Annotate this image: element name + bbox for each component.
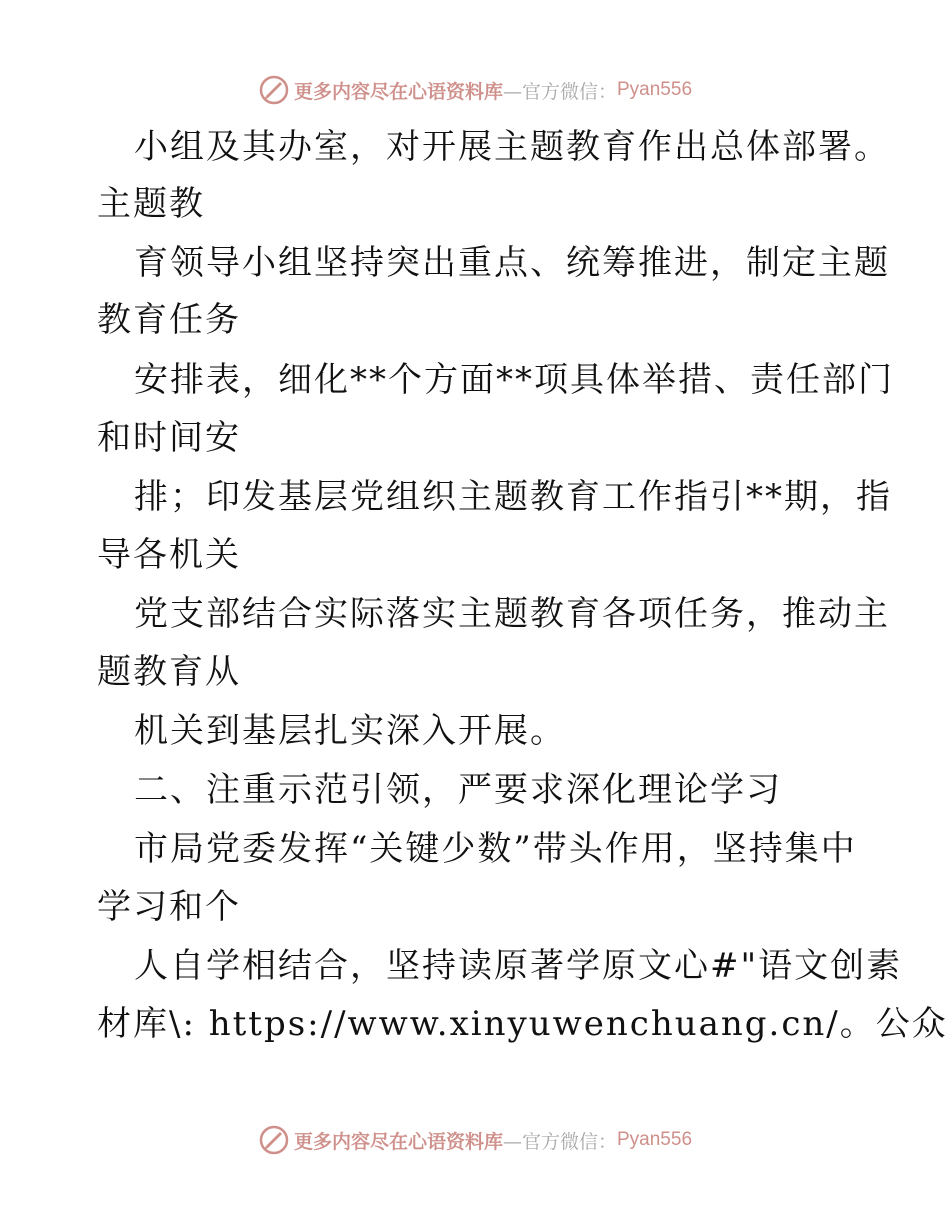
body-line: 学习和个	[97, 887, 241, 927]
watermark-dash-text: —官方微信：	[502, 80, 617, 103]
body-line: 排；印发基层党组织主题教育工作指引**期，指	[134, 477, 892, 517]
watermark-id-text: Pyan556	[617, 1129, 693, 1150]
body-line: 材库\: https://www.xinyuwenchuang.cn/。公众	[97, 1004, 948, 1044]
footer-watermark	[0, 1120, 950, 1160]
quill-logo-icon	[258, 74, 290, 106]
body-line: 人自学相结合，坚持读原著学原文心#"语文创素	[134, 946, 903, 986]
section-heading: 二、注重示范引领，严要求深化理论学习	[134, 770, 782, 810]
quill-logo-icon	[258, 1124, 290, 1156]
body-line: 安排表，细化**个方面**项具体举措、责任部门	[134, 360, 894, 400]
watermark-id-text: Pyan556	[617, 79, 693, 100]
watermark-dash-text: —官方微信：	[502, 1130, 617, 1153]
header-watermark	[0, 70, 950, 110]
body-line: 市局党委发挥“关键少数”带头作用，坚持集中	[134, 829, 857, 869]
body-line: 党支部结合实际落实主题教育各项任务，推动主	[134, 594, 890, 634]
body-line: 主题教	[97, 184, 205, 224]
body-line: 教育任务	[97, 300, 241, 340]
body-line: 和时间安	[97, 418, 241, 458]
body-line: 育领导小组坚持突出重点、统筹推进，制定主题	[134, 243, 890, 283]
watermark-main-text: 更多内容尽在心语资料库	[293, 80, 503, 103]
watermark-main-text: 更多内容尽在心语资料库	[293, 1130, 503, 1153]
body-line: 导各机关	[97, 535, 241, 575]
body-line: 题教育从	[97, 652, 241, 692]
body-line: 机关到基层扎实深入开展。	[134, 711, 566, 751]
body-line: 小组及其办室，对开展主题教育作出总体部署。	[134, 127, 890, 167]
